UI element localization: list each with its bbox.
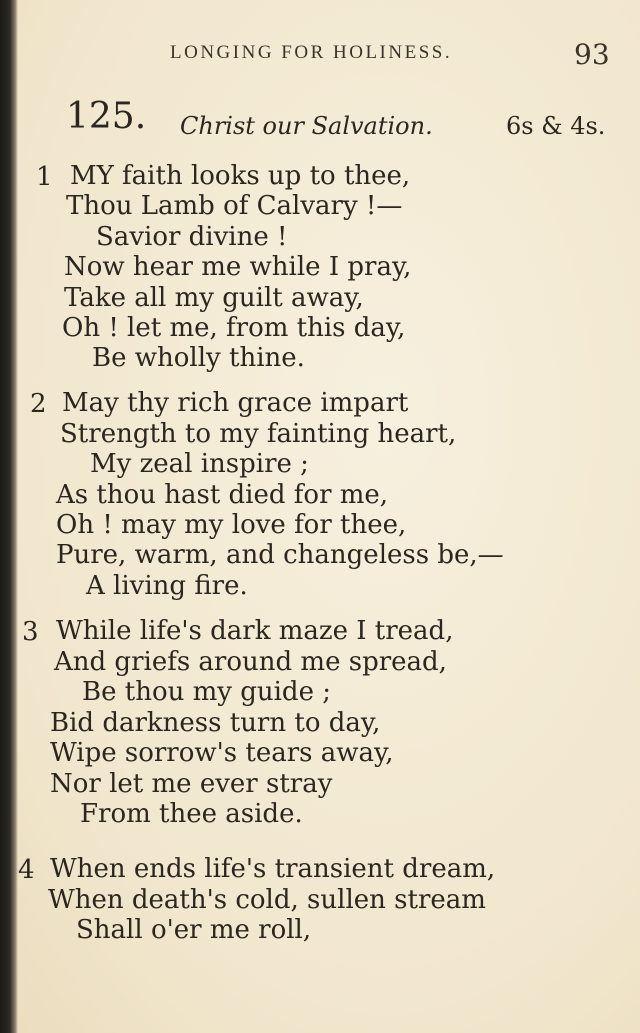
verse-line: Pure, warm, and changeless be,— — [56, 540, 504, 570]
verse-line: As thou hast died for me, — [56, 480, 389, 510]
stanza-number: 4 — [18, 855, 35, 885]
stanza-number: 1 — [36, 162, 53, 192]
verse-line: And griefs around me spread, — [54, 647, 447, 677]
verse-line: When ends life's transient dream, — [50, 854, 496, 884]
verse-line: My zeal inspire ; — [90, 449, 309, 479]
verse-line: Savior divine ! — [96, 222, 288, 252]
verse-line: Bid darkness turn to day, — [50, 708, 381, 738]
verse-line: From thee aside. — [80, 799, 303, 829]
verse-line: Nor let me ever stray — [50, 769, 333, 799]
verse-line: A living fire. — [86, 571, 248, 601]
verse-line: Be thou my guide ; — [82, 677, 331, 707]
verse-line: MY faith looks up to thee, — [70, 161, 411, 191]
verse-line: Take all my guilt away, — [64, 283, 364, 313]
verse-line: Strength to my fainting heart, — [60, 419, 457, 449]
verse-line: Wipe sorrow's tears away, — [50, 738, 394, 768]
verse-line: When death's cold, sullen stream — [48, 885, 486, 915]
verse-line: Be wholly thine. — [92, 343, 305, 373]
verse-line: Oh ! let me, from this day, — [62, 313, 406, 343]
verse-line: May thy rich grace impart — [62, 388, 409, 418]
book-spine-shadow — [0, 0, 18, 1033]
hymn-title: Christ our Salvation. — [180, 112, 433, 140]
page-number: 93 — [574, 38, 610, 71]
verse-line: Thou Lamb of Calvary !— — [66, 191, 403, 221]
verse-line: Oh ! may my love for thee, — [56, 510, 407, 540]
stanza-number: 3 — [22, 617, 39, 647]
hymn-meter: 6s & 4s. — [506, 112, 606, 140]
verse-line: Now hear me while I pray, — [64, 252, 412, 282]
verse-line: Shall o'er me roll, — [76, 915, 312, 945]
stanza-number: 2 — [30, 389, 47, 419]
hymn-number: 125. — [66, 96, 147, 137]
verse-line: While life's dark maze I tread, — [56, 616, 454, 646]
running-head: LONGING FOR HOLINESS. — [170, 42, 453, 63]
